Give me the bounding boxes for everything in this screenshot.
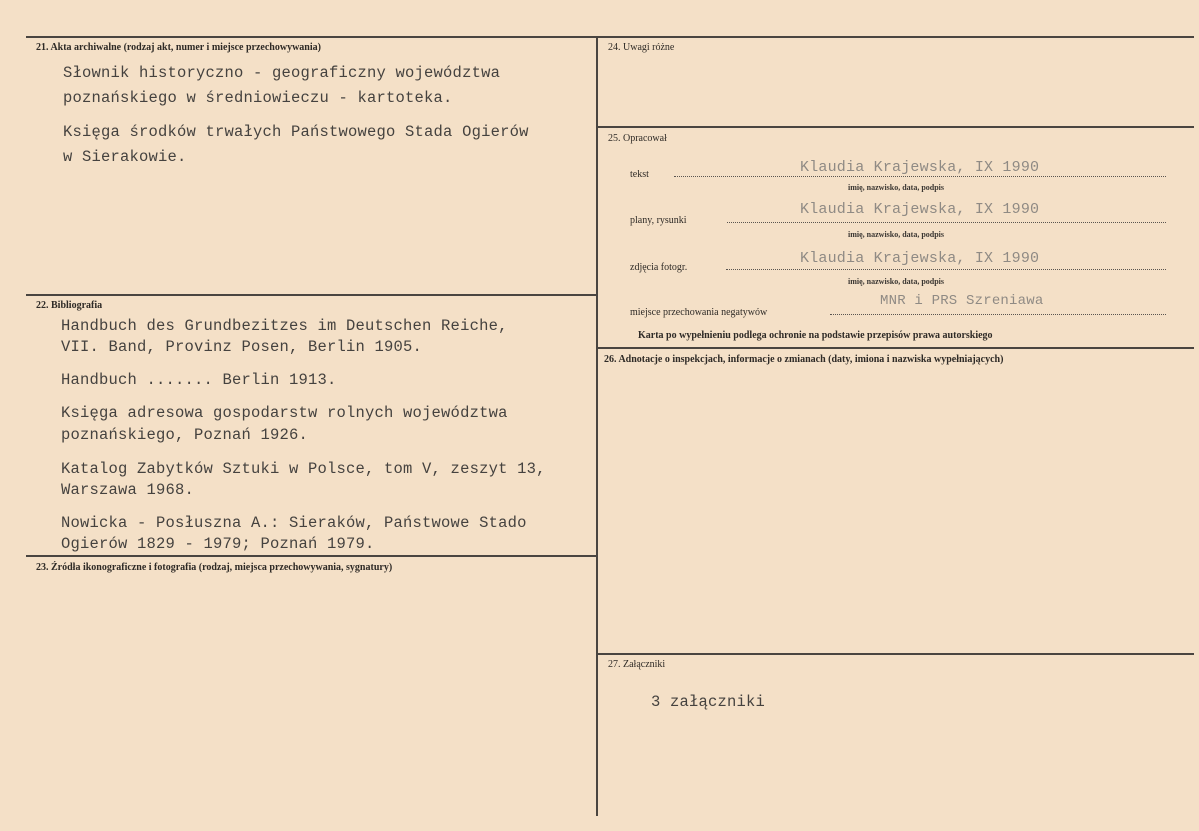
bibliography-line: Handbuch ....... Berlin 1913. — [61, 371, 337, 389]
rule-24-25 — [598, 126, 1194, 128]
rule-25-26 — [598, 347, 1194, 349]
bibliography-line: Księga adresowa gospodarstw rolnych województwa — [61, 404, 508, 422]
section-25-label: 25. Opracował — [608, 133, 667, 144]
vertical-divider — [596, 36, 598, 816]
section-21-line: w Sierakowie. — [63, 148, 187, 166]
negatives-dotted-line — [830, 314, 1166, 315]
photos-row-caption: imię, nazwisko, data, podpis — [848, 277, 945, 286]
bibliography-line: Katalog Zabytków Sztuki w Polsce, tom V, zeszyt 13, — [61, 460, 546, 478]
bibliography-line: VII. Band, Provinz Posen, Berlin 1905. — [61, 338, 423, 356]
text-row-value: Klaudia Krajewska, IX 1990 — [800, 159, 1040, 176]
section-26-label: 26. Adnotacje o inspekcjach, informacje o zmianach (daty, imiona i nazwiska wypełniających) — [604, 354, 1004, 365]
section-27-label: 27. Załączniki — [608, 659, 666, 670]
attachments-value: 3 załączniki — [651, 693, 766, 711]
rule-26-27 — [598, 653, 1194, 655]
bibliography-line: Ogierów 1829 - 1979; Poznań 1979. — [61, 535, 375, 553]
copyright-notice: Karta po wypełnieniu podlega ochronie na podstawie przepisów prawa autorskiego — [638, 330, 993, 341]
plans-row-label: plany, rysunki — [630, 215, 687, 226]
negatives-label: miejsce przechowania negatywów — [630, 307, 768, 318]
section-21-line: Księga środków trwałych Państwowego Stada Ogierów — [63, 123, 529, 141]
bibliography-line: Nowicka - Posłuszna A.: Sieraków, Państwowe Stado — [61, 514, 527, 532]
rule-21-22 — [26, 294, 596, 296]
plans-row-dotted-line — [727, 222, 1166, 223]
negatives-value: MNR i PRS Szreniawa — [880, 293, 1044, 309]
section-21-label: 21. Akta archiwalne (rodzaj akt, numer i miejsce przechowywania) — [36, 42, 321, 53]
section-22-label: 22. Bibliografia — [36, 300, 103, 311]
photos-row-label: zdjęcia fotogr. — [630, 262, 688, 273]
bibliography-line: Warszawa 1968. — [61, 481, 195, 499]
section-21-line: poznańskiego w średniowieczu - kartoteka. — [63, 89, 453, 107]
plans-row-caption: imię, nazwisko, data, podpis — [848, 230, 945, 239]
rule-22-23 — [26, 555, 596, 557]
text-row-caption: imię, nazwisko, data, podpis — [848, 183, 945, 192]
plans-row-value: Klaudia Krajewska, IX 1990 — [800, 201, 1040, 218]
photos-row-value: Klaudia Krajewska, IX 1990 — [800, 250, 1040, 267]
section-21-line: Słownik historyczno - geograficzny województwa — [63, 64, 501, 82]
photos-row-dotted-line — [726, 269, 1166, 270]
bibliography-line: Handbuch des Grundbezitzes im Deutschen Reiche, — [61, 317, 508, 335]
bibliography-line: poznańskiego, Poznań 1926. — [61, 426, 309, 444]
section-23-label: 23. Źródła ikonograficzne i fotografia (rodzaj, miejsca przechowywania, sygnatury) — [36, 562, 393, 573]
top-rule-right — [598, 36, 1194, 38]
text-row-dotted-line — [674, 176, 1166, 177]
section-24-label: 24. Uwagi różne — [608, 42, 675, 53]
top-rule-left — [26, 36, 598, 38]
text-row-label: tekst — [630, 169, 649, 180]
